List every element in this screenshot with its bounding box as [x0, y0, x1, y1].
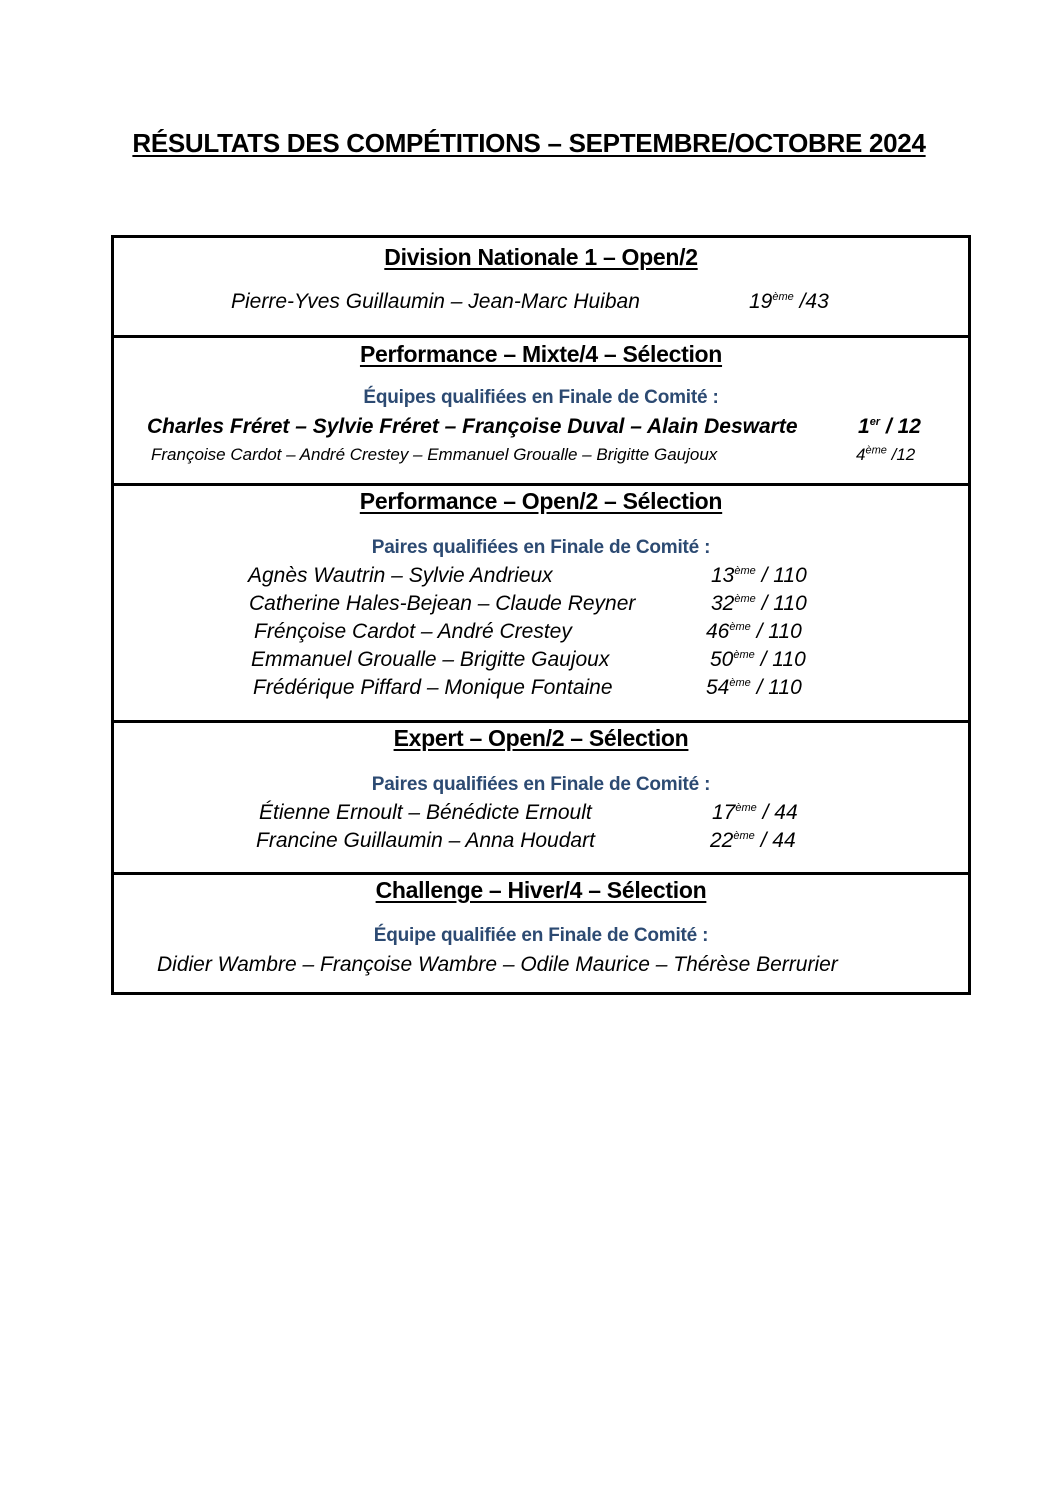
result-names: Emmanuel Groualle – Brigitte Gaujoux	[251, 648, 610, 671]
result-rank: 1er / 12	[858, 415, 921, 438]
section-title: Performance – Mixte/4 – Sélection	[359, 341, 723, 367]
result-names: Frédérique Piffard – Monique Fontaine	[253, 676, 613, 699]
section-subtitle: Paires qualifiées en Finale de Comité :	[371, 537, 711, 558]
section-subtitle: Paires qualifiées en Finale de Comité :	[371, 774, 711, 795]
section-challenge-hiver	[114, 872, 968, 992]
result-rank: 13ème / 110	[711, 564, 807, 587]
section-performance-mixte	[114, 335, 968, 483]
result-rank: 32ème / 110	[711, 592, 807, 615]
result-rank: 50ème / 110	[710, 648, 806, 671]
result-rank: 19ème /43	[749, 290, 829, 313]
result-names: Étienne Ernoult – Bénédicte Ernoult	[259, 801, 592, 824]
section-title: Challenge – Hiver/4 – Sélection	[375, 877, 707, 903]
result-rank: 54ème / 110	[706, 676, 802, 699]
section-title: Expert – Open/2 – Sélection	[393, 725, 689, 751]
section-subtitle: Équipes qualifiées en Finale de Comité :	[363, 387, 719, 408]
page-title: RÉSULTATS DES COMPÉTITIONS – SEPTEMBRE/OCTOBRE 2024	[132, 128, 926, 158]
result-rank: 4ème /12	[856, 444, 916, 464]
result-rank: 22ème / 44	[710, 829, 796, 852]
result-names: Charles Fréret – Sylvie Fréret – Françoise Duval – Alain Deswarte	[147, 415, 798, 438]
section-title: Division Nationale 1 – Open/2	[384, 244, 698, 270]
result-names: Françoise Cardot – André Crestey – Emmanuel Groualle – Brigitte Gaujoux	[151, 445, 718, 464]
result-names: Francine Guillaumin – Anna Houdart	[256, 829, 595, 852]
result-names: Agnès Wautrin – Sylvie Andrieux	[248, 564, 553, 587]
result-names: Pierre-Yves Guillaumin – Jean-Marc Huiban	[231, 290, 640, 313]
section-title: Performance – Open/2 – Sélection	[359, 488, 723, 514]
result-rank: 17ème / 44	[712, 801, 798, 824]
section-performance-open	[114, 483, 968, 720]
section-expert-open	[114, 720, 968, 872]
section-subtitle: Équipe qualifiée en Finale de Comité :	[373, 925, 709, 946]
result-rank: 46ème / 110	[706, 620, 802, 643]
result-names: Didier Wambre – Françoise Wambre – Odile Maurice – Thérèse Berrurier	[157, 953, 838, 976]
result-names: Catherine Hales-Bejean – Claude Reyner	[249, 592, 636, 615]
result-names: Frénçoise Cardot – André Crestey	[254, 620, 572, 643]
section-division-nationale	[114, 238, 968, 335]
results-table	[111, 235, 971, 995]
